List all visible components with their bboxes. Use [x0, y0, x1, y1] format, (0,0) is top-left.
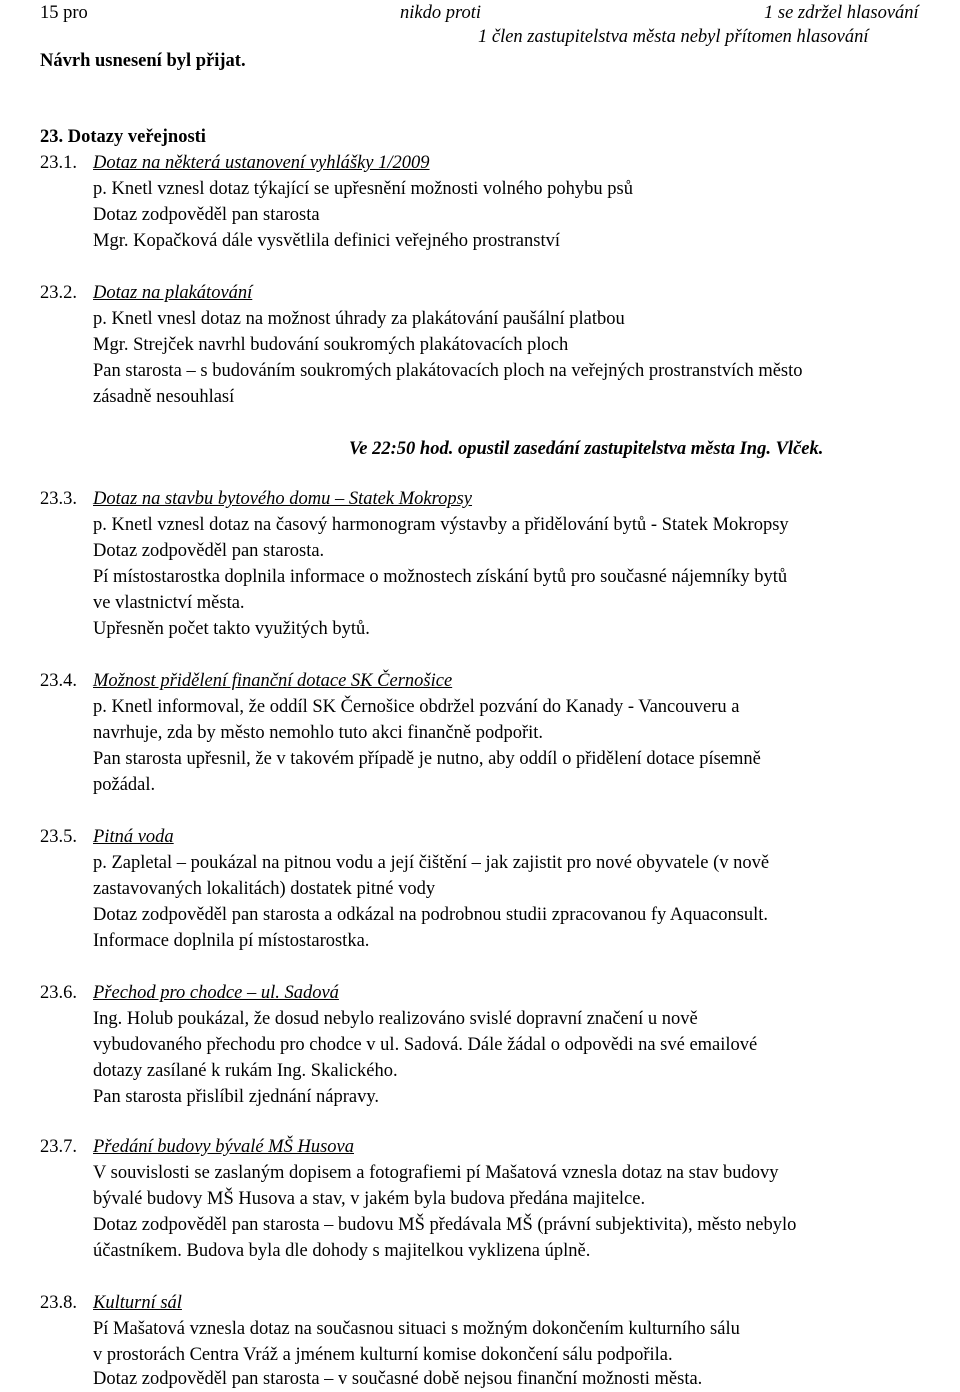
s3-num: 23.3.: [40, 489, 77, 509]
s3-line: Pí místostarostka doplnila informace o možnostech získání bytů pro současné nájemníky bytů: [93, 567, 788, 587]
s4-line: Pan starosta upřesnil, že v takovém případě je nutno, aby oddíl o přidělení dotace písemně: [93, 749, 761, 769]
s3-line: Upřesněn počet takto využitých bytů.: [93, 619, 370, 639]
s5-line: Informace doplnila pí místostarostka.: [93, 931, 370, 951]
vote-absent: 1 člen zastupitelstva města nebyl přítomen hlasování: [478, 27, 869, 47]
vote-pro: 15 pro: [40, 3, 88, 23]
s6-line: vybudovaného přechodu pro chodce v ul. Sadová. Dále žádal o odpovědi na své emailové: [93, 1035, 758, 1055]
s2-note: Ve 22:50 hod. opustil zasedání zastupitelstva města Ing. Vlček.: [349, 439, 824, 459]
vote-nikdo: nikdo proti: [400, 3, 482, 23]
s1-title: Dotaz na některá ustanovení vyhlášky 1/2009: [93, 153, 430, 173]
s5-line: Dotaz zodpověděl pan starosta a odkázal na podrobnou studii zpracovanou fy Aquaconsult.: [93, 905, 769, 925]
s4-line: požádal.: [93, 775, 156, 795]
s2-line: zásadně nesouhlasí: [93, 387, 235, 407]
s7-num: 23.7.: [40, 1137, 77, 1157]
s3-line: ve vlastnictví města.: [93, 593, 245, 613]
s1-line: Dotaz zodpověděl pan starosta: [93, 205, 320, 225]
vote-result: Návrh usnesení byl přijat.: [40, 51, 246, 71]
s8-num: 23.8.: [40, 1293, 77, 1313]
s6-num: 23.6.: [40, 983, 77, 1003]
s1-line: p. Knetl vznesl dotaz týkající se upřesnění možnosti volného pohybu psů: [93, 179, 633, 199]
s2-line: Pan starosta – s budováním soukromých plakátovacích ploch na veřejných prostranstvích město: [93, 361, 803, 381]
s4-line: navrhuje, zda by město nemohlo tuto akci finančně podpořit.: [93, 723, 544, 743]
s5-title: Pitná voda: [93, 827, 174, 847]
s2-line: p. Knetl vnesl dotaz na možnost úhrady za plakátování paušální platbou: [93, 309, 625, 329]
s5-line: p. Zapletal – poukázal na pitnou vodu a její čištění – jak zajistit pro nové obyvatele (v nově: [93, 853, 770, 873]
s1-num: 23.1.: [40, 153, 77, 173]
s7-line: Dotaz zodpověděl pan starosta – budovu MŠ předávala MŠ (právní subjektivita), město nebylo: [93, 1215, 797, 1235]
s7-title: Předání budovy bývalé MŠ Husova: [93, 1137, 354, 1157]
s6-line: dotazy zasílané k rukám Ing. Skalického.: [93, 1061, 398, 1081]
s5-num: 23.5.: [40, 827, 77, 847]
s4-num: 23.4.: [40, 671, 77, 691]
s4-title: Možnost přidělení finanční dotace SK Černošice: [93, 671, 453, 691]
s5-line: zastavovaných lokalitách) dostatek pitné vody: [93, 879, 436, 899]
section-title: 23. Dotazy veřejnosti: [40, 127, 206, 147]
vote-zdrzel: 1 se zdržel hlasování: [764, 3, 919, 23]
s7-line: bývalé budovy MŠ Husova a stav, v jakém byla budova předána majitelce.: [93, 1189, 646, 1209]
s8-line: Dotaz zodpověděl pan starosta – v současné době nejsou finanční možnosti města.: [93, 1369, 703, 1389]
s7-line: účastníkem. Budova byla dle dohody s majitelkou vyklizena úplně.: [93, 1241, 591, 1261]
s6-line: Pan starosta přislíbil zjednání nápravy.: [93, 1087, 379, 1107]
s2-title: Dotaz na plakátování: [93, 283, 253, 303]
s8-line: Pí Mašatová vznesla dotaz na současnou situaci s možným dokončením kulturního sálu: [93, 1319, 740, 1339]
s7-line: V souvislosti se zaslaným dopisem a fotografiemi pí Mašatová vznesla dotaz na stav budovy: [93, 1163, 779, 1183]
s6-line: Ing. Holub poukázal, že dosud nebylo realizováno svislé dopravní značení u nově: [93, 1009, 698, 1029]
s6-title: Přechod pro chodce – ul. Sadová: [93, 983, 339, 1003]
s4-line: p. Knetl informoval, že oddíl SK Černošice obdržel pozvání do Kanady - Vancouveru a: [93, 697, 740, 717]
s3-line: p. Knetl vznesl dotaz na časový harmonogram výstavby a přidělování bytů - Statek Mokropsy: [93, 515, 789, 535]
s2-line: Mgr. Strejček navrhl budování soukromých plakátovacích ploch: [93, 335, 569, 355]
s8-title: Kulturní sál: [93, 1293, 182, 1313]
s3-title: Dotaz na stavbu bytového domu – Statek Mokropsy: [93, 489, 473, 509]
s3-line: Dotaz zodpověděl pan starosta.: [93, 541, 325, 561]
s2-num: 23.2.: [40, 283, 77, 303]
s1-line: Mgr. Kopačková dále vysvětlila definici veřejného prostranství: [93, 231, 560, 251]
s8-line: v prostorách Centra Vráž a jménem kulturní komise dokončení sálu podpořila.: [93, 1345, 673, 1365]
